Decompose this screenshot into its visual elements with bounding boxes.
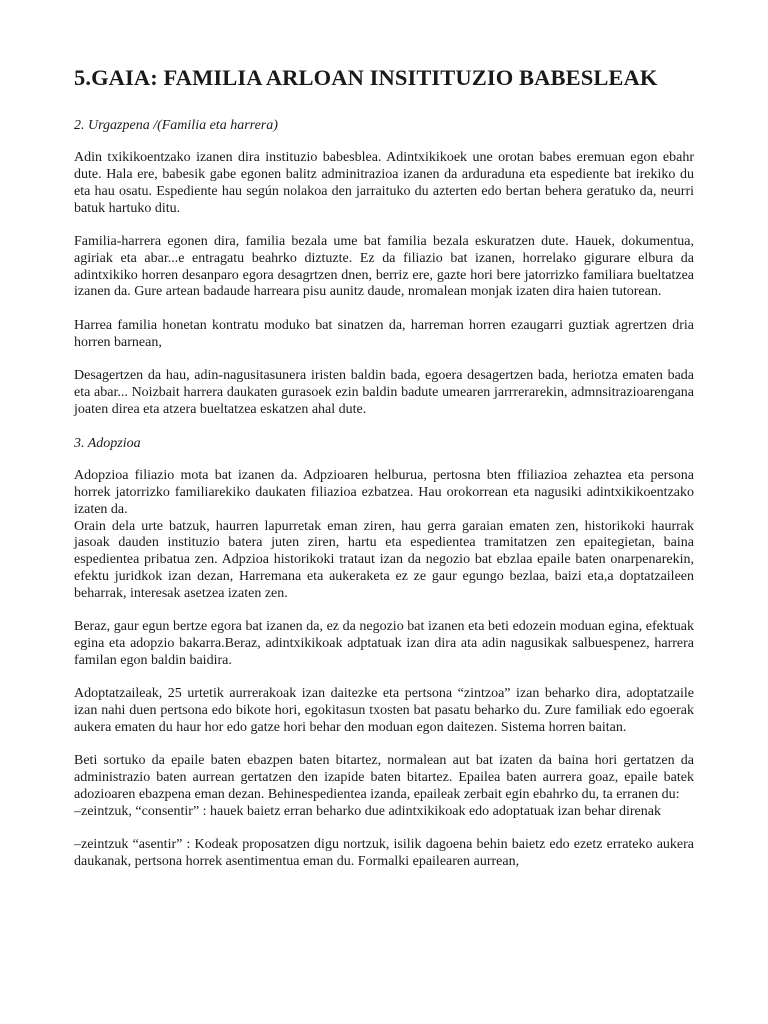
section-heading-urgazpena: 2. Urgazpena /(Familia eta harrera) <box>74 118 278 133</box>
paragraph: Harrea familia honetan kontratu moduko bat sinatzen da, harreman horren ezaugarri guztiak agrertzen dria horren barnean, <box>74 317 694 350</box>
document-title: 5.GAIA: FAMILIA ARLOAN INSITITUZIO BABESLEAK <box>74 65 658 90</box>
section-heading-adopzioa: 3. Adopzioa <box>74 435 141 451</box>
paragraph: Adopzioa filiazio mota bat izanen da. Adpzioaren helburua, pertosna bten ffiliazioa zehaztea eta persona horrek jatorrizko familiarekiko daukaten filiazioa ezbatzea. Hau orokorrean eta nagusiki adintxikikoentzako izaten da. Orain dela urte batzuk, haurren lapurretak eman ziren, hau gerra garaian ematen zen, historikoki haurrak jasoak dauden instituzio batera juten ziren, hartu eta espedientea tramitatzen zen epaitegietan, baina espedientea pribatua zen. Adpzioa historikoki trataut izan da negozio bat ebzlaa epaile baten onarpenarekin, efektu juridkok izan dezan, Harremana eta aukeraketa ez ze gaur egungo bezlaa, baizi eta,a doptatzaileen beharrak, interesak asetzea izaten zen. <box>74 467 694 601</box>
paragraph: Beti sortuko da epaile baten ebazpen baten bitartez, normalean aut bat izaten da baina hori gertatzen da administrazio baten aurrean gertatzen den izapide baten bitartez. Epailea baten aurrera goaz, epaile batek adozioaren ebazpena eman dezan. Behinespedientea izanda, epaileak zerbait egin ebahrko du, ta erranen du: –zeintzuk, “consentir” : hauek baietz erran beharko due adintxikikoak edo adoptatuak izan behar direnak <box>74 753 694 819</box>
paragraph: –zeintzuk “asentir” : Kodeak proposatzen digu nortzuk, isilik dagoena behin baietz edo ezetz errateko aukera daukanak, pertsona horrek asentimentua eman du. Formalki epailearen aurrean, <box>74 837 694 869</box>
paragraph: Familia-harrera egonen dira, familia bezala ume bat familia bezala eskuratzen dute. Hauek, dokumentua, agiriak eta abar...e entragatu beahrko diztuzte. Ez da filiazio bat izanen, horrelako gigurare elbura da adintxikiko horren desanparo egora desagrtzen dnen, berriz ere, gazte hori bere jatorrizko familiara bueltatzea izanen da. Gure artean badaude harreara pisu aunitz daude, nromalean monjak izaten dira haien tutorean. <box>74 233 694 300</box>
paragraph: Adin txikikoentzako izanen dira instituzio babesblea. Adintxikikoek une orotan babes eremuan egon ebahr dute. Hala ere, babesik gabe egonen balitz adminitrazioa izanen da arduraduna eta espediente bat irekiko du eta hau osatu. Espediente hau según nolakoa den jarraituko du azterten edo bertan behera geratuko da, neurri batuk hartuko ditu. <box>74 150 694 216</box>
paragraph: Beraz, gaur egun bertze egora bat izanen da, ez da negozio bat izanen eta beti edozein moduan egina, efektuak egina eta adopzio bakarra.Beraz, adintxikikoak adptatuak izan dira ata adin nagusikak salbuespenez, harrera familan egon baldin baidira. <box>74 619 694 668</box>
paragraph: Adoptatzaileak, 25 urtetik aurrerakoak izan daitezke eta pertsona “zintzoa” izan beharko dira, adoptatzaile izan nahi duen pertsona edo bikote hori, egokitasun txosten bat pasatu beharko du. Zure familiak edo egoerak aukera ematen du haur hor edo gatze hori behar den moduan egon daitezen. Sistema horren baitan. <box>74 686 694 735</box>
paragraph: Desagertzen da hau, adin-nagusitasunera iristen baldin bada, egoera desagertzen bada, heriotza ematen bada eta abar... Noizbait harrera daukaten gurasoek ezin baldin badute umearen jarrrerarekin, admnsitrazioarengana joaten direa eta atzera bueltatzea eskatzen ahal dute. <box>74 367 694 417</box>
